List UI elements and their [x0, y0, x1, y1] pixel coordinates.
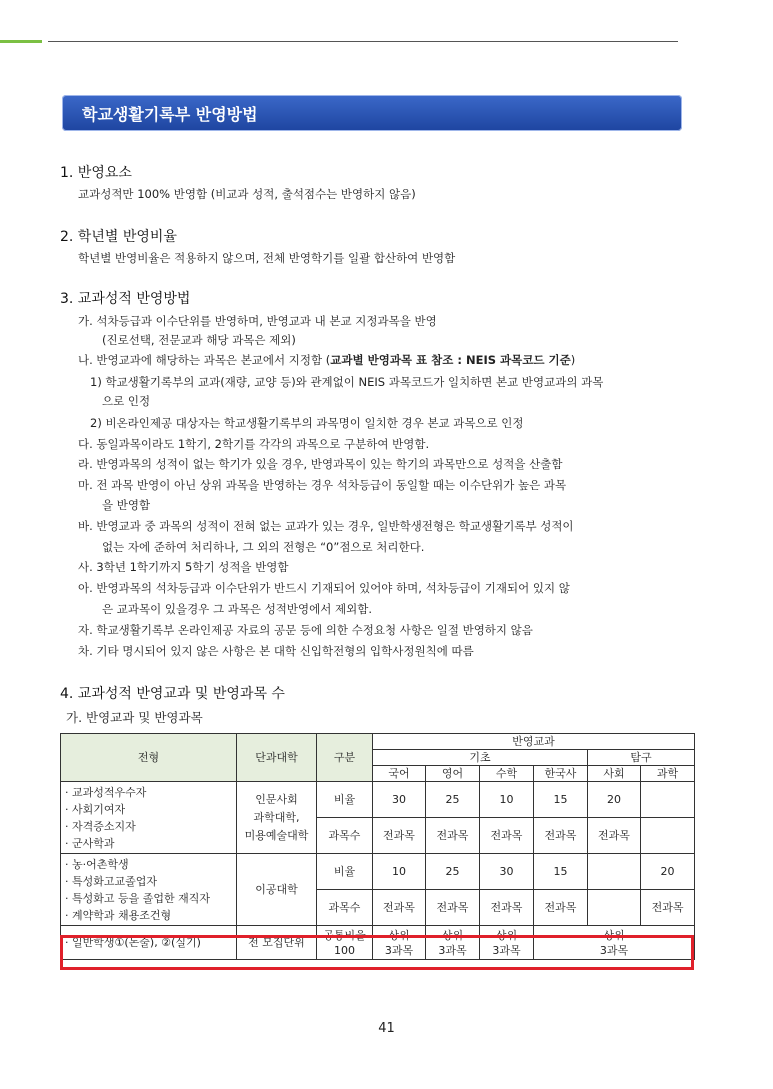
cell-line: 3과목 — [599, 943, 629, 957]
general-cell — [373, 926, 426, 960]
page-number: 41 — [378, 1021, 395, 1036]
item-na-2: 2) 비온라인제공 대상자는 학교생활기록부의 과목명이 일치한 경우 본교 과목으로 인정 — [90, 416, 524, 430]
label-ratio: 비율 — [317, 854, 373, 890]
item-cha: 차. 기타 명시되어 있지 않은 사항은 본 대학 신입학전형의 입학사정원칙에 따름 — [78, 644, 474, 658]
header-reflect: 반영교과 — [373, 734, 695, 750]
item-ga-cont: (진로선택, 전문교과 해당 과목은 제외) — [102, 333, 296, 347]
cell-line: 3과목 — [438, 943, 467, 957]
cell: 30 — [480, 854, 534, 890]
cell: 전과목 — [373, 890, 426, 926]
item-na-pre: 나. 반영교과에 해당하는 과목은 본교에서 지정함 ( — [78, 353, 331, 367]
heading-1: 1. 반영요소 — [60, 165, 132, 181]
cell: 전과목 — [480, 890, 534, 926]
item-na-1-cont: 으로 인정 — [102, 394, 151, 408]
cell — [641, 818, 695, 854]
heading-3: 3. 교과성적 반영방법 — [60, 291, 191, 307]
cell: 25 — [426, 782, 480, 818]
cell: 30 — [373, 782, 426, 818]
item-a: 아. 반영과목의 석차등급과 이수단위가 반드시 기재되어 있어야 하며, 석차등급이 기재되어 있지 않 — [78, 581, 570, 595]
cell: 전과목 — [641, 890, 695, 926]
general-college: 전 모집단위 — [237, 926, 317, 960]
college-line: 인문사회 — [255, 792, 298, 806]
heading-2: 2. 학년별 반영비율 — [60, 229, 177, 245]
section-title: 학교생활기록부 반영방법 — [82, 105, 258, 124]
header-division: 구분 — [317, 734, 373, 782]
college-line: 미용예술대학 — [244, 828, 309, 842]
type-item: · 군사학과 — [65, 836, 115, 850]
item-na-bold: 교과별 반영과목 표 참조 : NEIS 과목코드 기준 — [330, 353, 571, 367]
item-ja: 자. 학교생활기록부 온라인제공 자료의 공문 등에 의한 수정요청 사항은 일절 반영하지 않음 — [78, 623, 533, 637]
cell: 10 — [480, 782, 534, 818]
item-na-1: 1) 학교생활기록부의 교과(재량, 교양 등)와 관계없이 NEIS 과목코드가 일치하면 본교 반영교과의 과목 — [90, 375, 604, 389]
header-rule — [48, 41, 678, 42]
cell: 20 — [641, 854, 695, 890]
general-division-line: 100 — [334, 943, 355, 957]
type-item: · 자격증소지자 — [65, 819, 136, 833]
college-a — [237, 782, 317, 854]
header-explore: 탐구 — [588, 750, 695, 766]
label-count: 과목수 — [317, 818, 373, 854]
paragraph-2: 학년별 반영비율은 적용하지 않으며, 전체 반영학기를 일괄 합산하여 반영함 — [78, 251, 456, 265]
cell: 25 — [426, 854, 480, 890]
general-cell — [426, 926, 480, 960]
subheading-4-ga: 가. 반영교과 및 반영과목 — [66, 710, 203, 725]
cell: 전과목 — [588, 818, 641, 854]
heading-4: 4. 교과성적 반영교과 및 반영과목 수 — [60, 686, 285, 702]
cell: 전과목 — [534, 890, 588, 926]
cell-line: 3과목 — [492, 943, 521, 957]
general-cell — [534, 926, 695, 960]
cell: 15 — [534, 782, 588, 818]
general-division-line: 공통비율 — [323, 928, 366, 942]
type-item: · 계약학과 채용조건형 — [65, 908, 172, 922]
cell: 20 — [588, 782, 641, 818]
cell: 10 — [373, 854, 426, 890]
item-ba-cont: 없는 자에 준하여 처리하나, 그 외의 전형은 “0”점으로 처리한다. — [102, 540, 425, 554]
cell — [641, 782, 695, 818]
type-list-b — [61, 854, 237, 926]
cell-line: 상위 — [441, 928, 464, 942]
label-count: 과목수 — [317, 890, 373, 926]
cell-line: 상위 — [388, 928, 410, 942]
subject-header: 수학 — [480, 766, 534, 782]
cell: 전과목 — [426, 890, 480, 926]
item-sa: 사. 3학년 1학기까지 5학기 성적을 반영함 — [78, 560, 289, 574]
cell-line: 상위 — [603, 928, 625, 942]
subject-header: 한국사 — [534, 766, 588, 782]
cell: 전과목 — [480, 818, 534, 854]
item-na — [78, 352, 575, 368]
cell-line: 3과목 — [384, 943, 414, 957]
type-item: · 특성화고 등을 졸업한 재직자 — [65, 891, 210, 905]
cell — [588, 854, 641, 890]
college-line: 과학대학, — [253, 810, 300, 824]
cell: 전과목 — [534, 818, 588, 854]
type-item: · 교과성적우수자 — [65, 785, 147, 799]
type-item: · 사회기여자 — [65, 802, 126, 816]
type-item: · 농·어촌학생 — [65, 857, 129, 871]
item-ra: 라. 반영과목의 성적이 없는 학기가 있을 경우, 반영과목이 있는 학기의 과목만으로 성적을 산출함 — [78, 457, 563, 471]
type-item: · 특성화고교졸업자 — [65, 874, 158, 888]
subject-header: 사회 — [588, 766, 641, 782]
item-ma: 마. 전 과목 반영이 아닌 상위 과목을 반영하는 경우 석차등급이 동일할 때는 이수단위가 높은 과목 — [78, 478, 567, 492]
paragraph-1: 교과성적만 100% 반영함 (비교과 성적, 출석점수는 반영하지 않음) — [78, 187, 416, 201]
subject-header: 국어 — [373, 766, 426, 782]
header-accent-bar — [0, 40, 42, 43]
cell-line: 상위 — [495, 928, 518, 942]
item-ga: 가. 석차등급과 이수단위를 반영하며, 반영교과 내 본교 지정과목을 반영 — [78, 314, 437, 328]
subject-header: 과학 — [641, 766, 695, 782]
cell: 전과목 — [426, 818, 480, 854]
subject-header: 영어 — [426, 766, 480, 782]
label-ratio: 비율 — [317, 782, 373, 818]
item-da: 다. 동일과목이라도 1학기, 2학기를 각각의 과목으로 구분하여 반영함. — [78, 437, 430, 451]
cell: 전과목 — [373, 818, 426, 854]
college-b: 이공대학 — [237, 854, 317, 926]
cell — [588, 890, 641, 926]
general-cell — [480, 926, 534, 960]
item-ma-cont: 을 반영함 — [102, 498, 151, 512]
type-list-a — [61, 782, 237, 854]
header-college: 단과대학 — [237, 734, 317, 782]
item-ba: 바. 반영교과 중 과목의 성적이 전혀 없는 교과가 있는 경우, 일반학생전형은 학교생활기록부 성적이 — [78, 519, 574, 533]
item-a-cont: 은 교과목이 있을경우 그 과목은 성적반영에서 제외함. — [102, 602, 372, 616]
header-basic: 기초 — [373, 750, 588, 766]
header-type: 전형 — [61, 734, 237, 782]
reflection-table — [60, 733, 695, 960]
cell: 15 — [534, 854, 588, 890]
item-na-post: ) — [570, 353, 576, 367]
general-type: · 일반학생①(논술), ②(실기) — [61, 926, 237, 960]
section-title-banner — [62, 95, 682, 131]
general-division — [317, 926, 373, 960]
